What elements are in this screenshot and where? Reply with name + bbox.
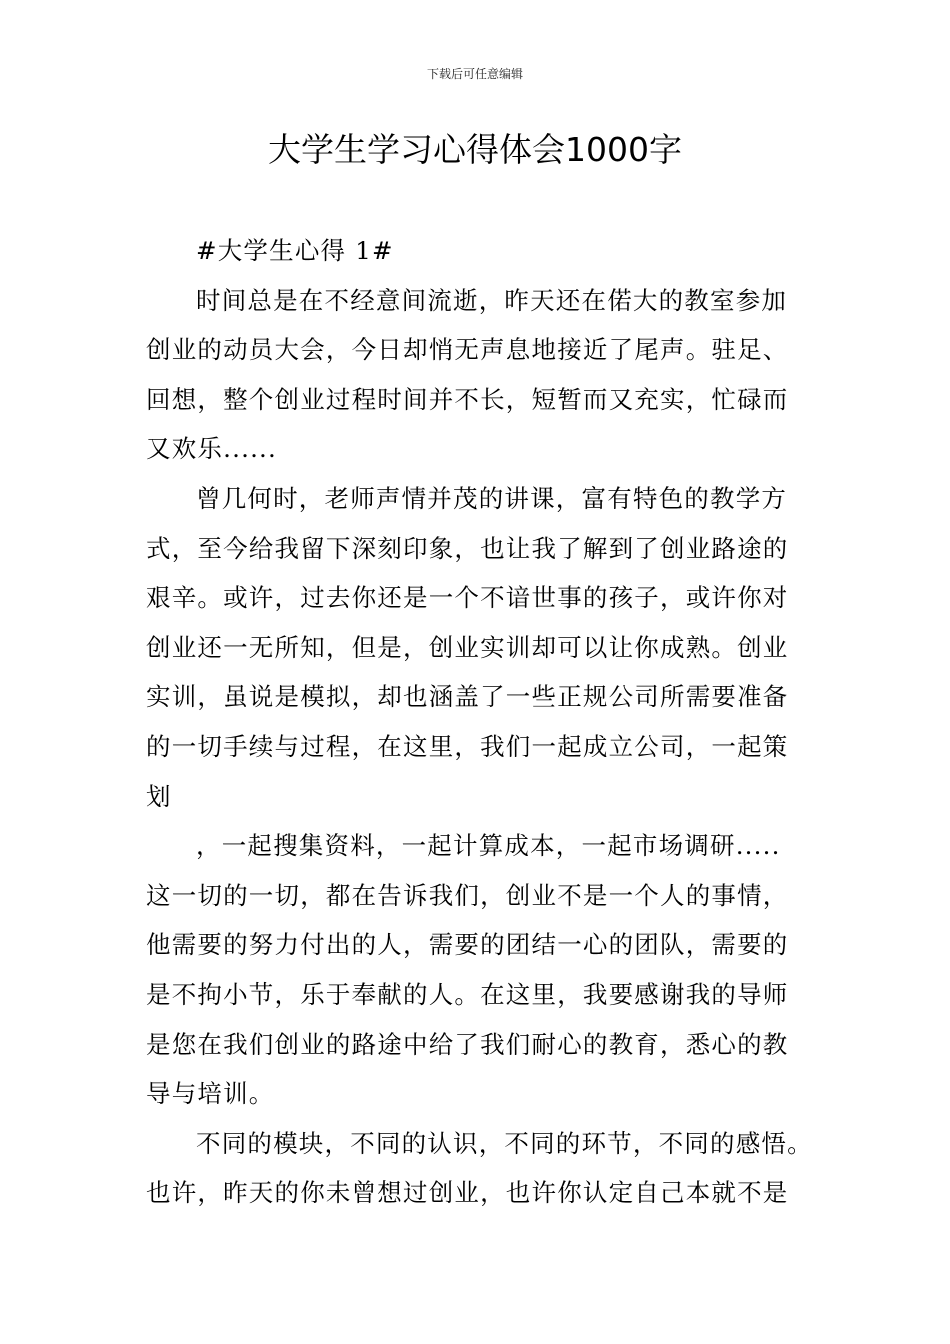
body-line: 划 <box>146 781 172 811</box>
body-line: 又欢乐...... <box>146 434 278 464</box>
body-line: 也许，昨天的你未曾想过创业，也许你认定自己本就不是 <box>146 1178 789 1208</box>
body-line: 时间总是在不经意间流逝，昨天还在偌大的教室参加 <box>196 285 788 315</box>
body-line: 创业的动员大会，今日却悄无声息地接近了尾声。驻足、 <box>146 335 789 365</box>
body-line: 导与培训。 <box>146 1079 275 1109</box>
header-note: 下载后可任意编辑 <box>426 67 523 81</box>
body-line: #大学生心得 1# <box>196 236 394 265</box>
body-line: ，一起搜集资料，一起计算成本，一起市场调研..... <box>196 831 781 861</box>
body-line: 式，至今给我留下深刻印象，也让我了解到了创业路途的 <box>146 533 789 563</box>
body-line: 实训，虽说是模拟，却也涵盖了一些正规公司所需要准备 <box>146 682 789 712</box>
body-line: 回想，整个创业过程时间并不长，短暂而又充实，忙碌而 <box>146 384 789 414</box>
body-line: 的一切手续与过程，在这里，我们一起成立公司，一起策 <box>146 731 789 761</box>
body-line: 不同的模块，不同的认识，不同的环节，不同的感悟。 <box>196 1128 813 1158</box>
body-line: 是您在我们创业的路途中给了我们耐心的教育，悉心的教 <box>146 1029 789 1059</box>
body-line: 是不拘小节，乐于奉献的人。在这里，我要感谢我的导师 <box>146 979 789 1009</box>
body-line: 创业还一无所知，但是，创业实训却可以让你成熟。创业 <box>146 632 789 662</box>
body-line: 这一切的一切，都在告诉我们，创业不是一个人的事情， <box>146 880 789 910</box>
body-line: 艰辛。或许，过去你还是一个不谙世事的孩子，或许你对 <box>146 583 789 613</box>
document-body <box>146 226 846 1218</box>
document-title: 大学生学习心得体会1000字 <box>268 130 682 169</box>
body-line: 他需要的努力付出的人，需要的团结一心的团队，需要的 <box>146 930 789 960</box>
body-line: 曾几何时，老师声情并茂的讲课，富有特色的教学方 <box>196 483 788 513</box>
